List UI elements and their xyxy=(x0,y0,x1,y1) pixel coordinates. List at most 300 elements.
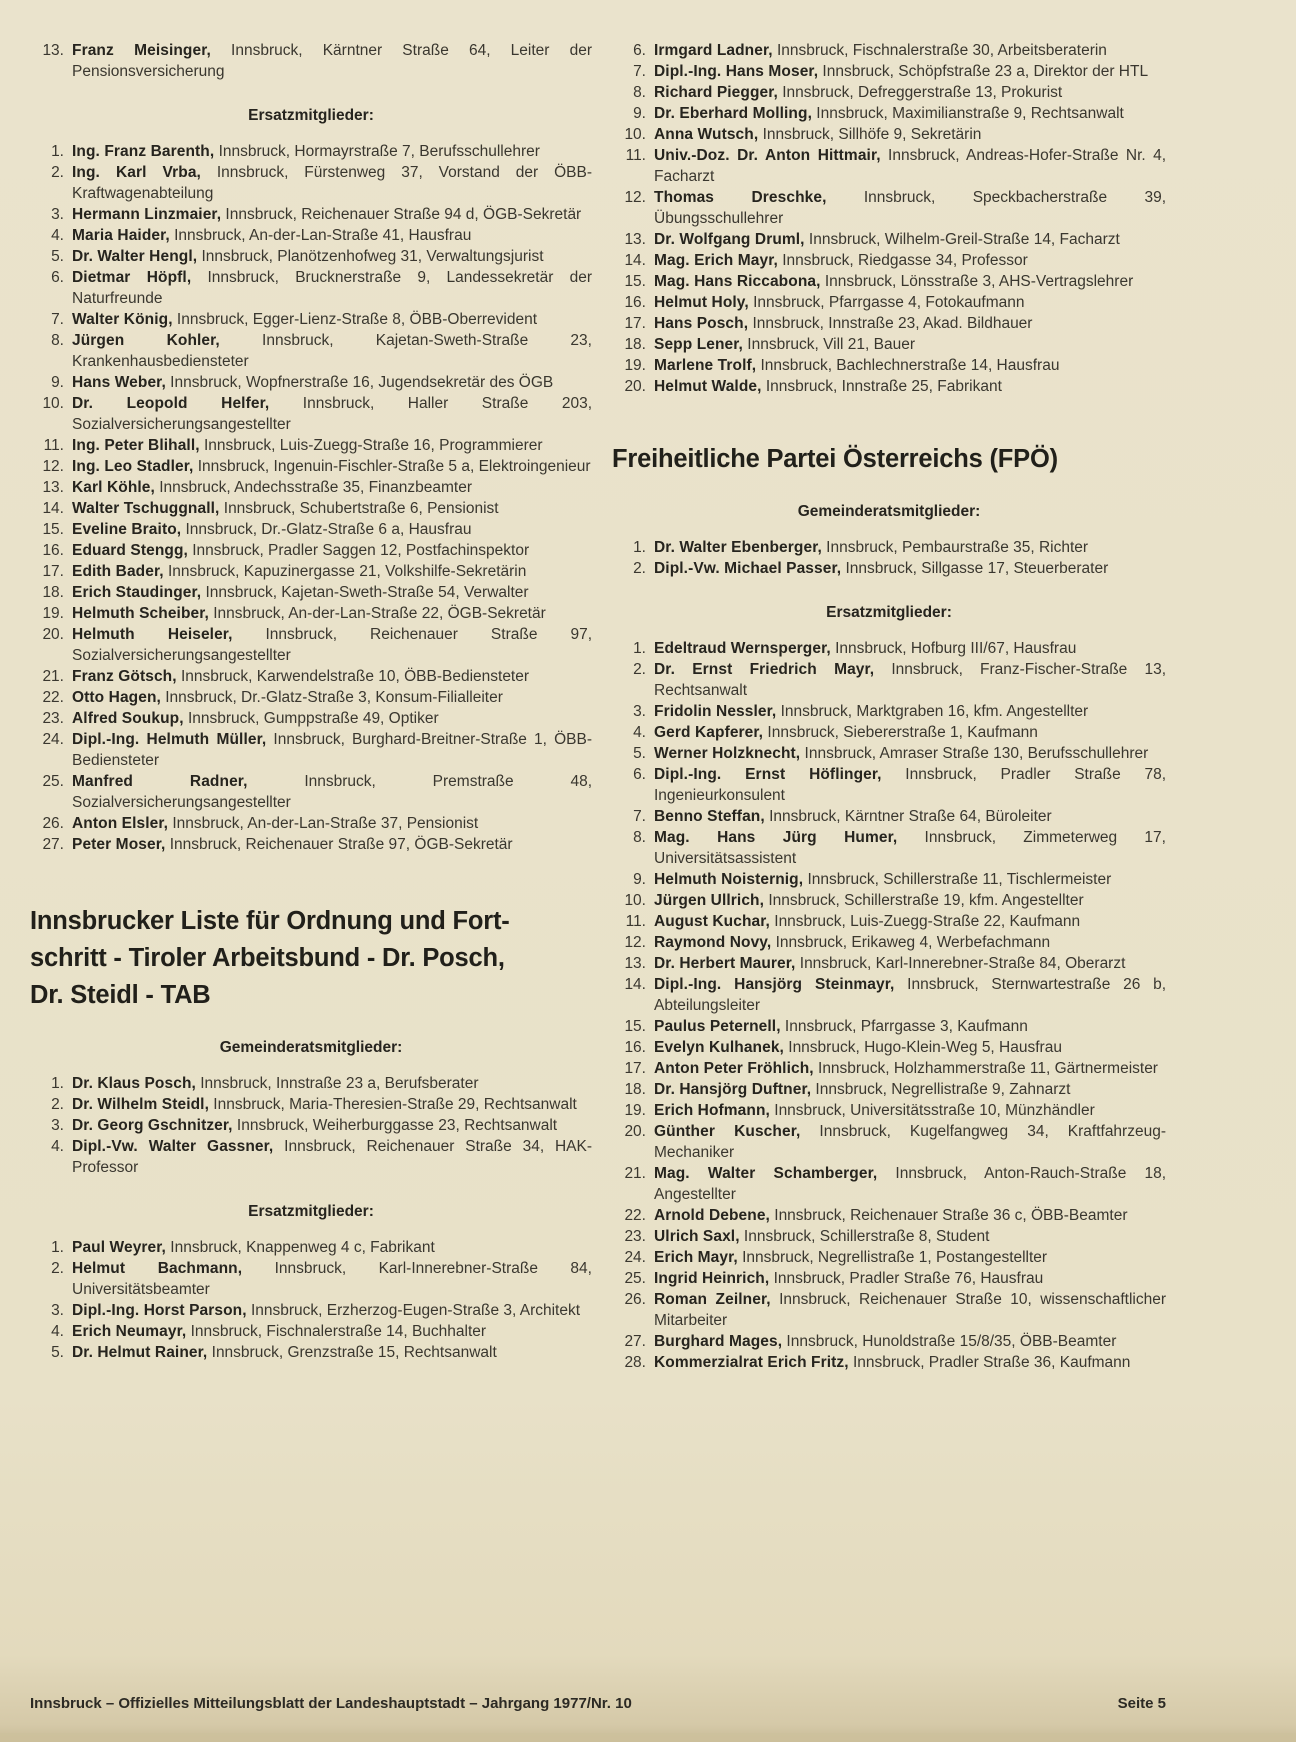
person-name: Helmut Bachmann, xyxy=(72,1260,243,1277)
list-item xyxy=(30,1136,592,1178)
person-name: Otto Hagen, xyxy=(72,689,161,706)
list-item xyxy=(612,1247,1166,1268)
item-number: 18. xyxy=(42,584,64,601)
list-item xyxy=(612,61,1166,82)
item-number: 16. xyxy=(42,542,64,559)
item-number: 28. xyxy=(624,1354,646,1371)
item-text: Burghard Mages, Innsbruck, Hunoldstraße 15/8/35, ÖBB-Beamter xyxy=(654,1333,1117,1350)
person-name: Mag. Hans Riccabona, xyxy=(654,273,821,290)
list-item xyxy=(612,334,1166,355)
person-name: Erich Mayr, xyxy=(654,1249,738,1266)
person-name: Hans Weber, xyxy=(72,374,166,391)
person-name: Dr. Herbert Maurer, xyxy=(654,955,796,972)
person-name: Dr. Leopold Helfer, xyxy=(72,395,270,412)
person-name: Mag. Hans Jürg Humer, xyxy=(654,829,898,846)
person-name: Dr. Walter Hengl, xyxy=(72,248,198,265)
item-number: 16. xyxy=(624,294,646,311)
item-text: Richard Piegger, Innsbruck, Defreggerstraße 13, Prokurist xyxy=(654,84,1063,101)
item-text: Dipl.-Ing. Ernst Höflinger, Innsbruck, Pradler Straße 78, Ingenieurkonsulent xyxy=(654,766,1166,804)
person-name: Helmuth Scheiber, xyxy=(72,605,209,622)
list-item xyxy=(612,911,1166,932)
item-text: Jürgen Kohler, Innsbruck, Kajetan-Sweth-Straße 23, Krankenhausbediensteter xyxy=(72,332,592,370)
person-name: Erich Hofmann, xyxy=(654,1102,770,1119)
item-text: Ing. Franz Barenth, Innsbruck, Hormayrstraße 7, Berufsschullehrer xyxy=(72,143,540,160)
page-footer xyxy=(30,1694,1166,1714)
item-number: 5. xyxy=(51,248,64,265)
person-name: Helmuth Noisternig, xyxy=(654,871,804,888)
person-name: Edeltraud Wernsperger, xyxy=(654,640,831,657)
person-name: Eduard Stengg, xyxy=(72,542,188,559)
item-text: Dipl.-Ing. Horst Parson, Innsbruck, Erzherzog-Eugen-Straße 3, Architekt xyxy=(72,1302,581,1319)
item-number: 8. xyxy=(51,332,64,349)
person-name: Ing. Franz Barenth, xyxy=(72,143,215,160)
item-number: 1. xyxy=(633,640,646,657)
item-text: Marlene Trolf, Innsbruck, Bachlechnerstraße 14, Hausfrau xyxy=(654,357,1060,374)
item-text: Anton Elsler, Innsbruck, An-der-Lan-Straße 37, Pensionist xyxy=(72,815,479,832)
list-item xyxy=(30,141,592,162)
list-item xyxy=(612,376,1166,397)
item-number: 14. xyxy=(42,500,64,517)
item-number: 18. xyxy=(624,336,646,353)
item-text: Peter Moser, Innsbruck, Reichenauer Straße 97, ÖGB-Sekretär xyxy=(72,836,513,853)
item-number: 1. xyxy=(51,143,64,160)
person-name: Helmut Holy, xyxy=(654,294,749,311)
list-item xyxy=(30,1237,592,1258)
person-name: Franz Götsch, xyxy=(72,668,177,685)
person-name: Franz Meisinger, xyxy=(72,42,211,59)
person-name: Irmgard Ladner, xyxy=(654,42,773,59)
person-name: Dr. Klaus Posch, xyxy=(72,1075,196,1092)
ersatzmitglieder-list xyxy=(30,141,592,855)
item-text: Helmut Bachmann, Innsbruck, Karl-Innerebner-Straße 84, Universitätsbeamter xyxy=(72,1260,592,1298)
list-item xyxy=(612,1331,1166,1352)
item-text: Dr. Wilhelm Steidl, Innsbruck, Maria-Theresien-Straße 29, Rechtsanwalt xyxy=(72,1096,577,1113)
carryover-member-list-right xyxy=(612,40,1166,397)
item-number: 17. xyxy=(624,315,646,332)
item-text: Ing. Karl Vrba, Innsbruck, Fürstenweg 37, Vorstand der ÖBB-Kraftwagenabteilung xyxy=(72,164,592,202)
list-item xyxy=(30,372,592,393)
list-item xyxy=(30,1094,592,1115)
item-text: Franz Götsch, Innsbruck, Karwendelstraße 10, ÖBB-Bediensteter xyxy=(72,668,530,685)
item-text: Mag. Erich Mayr, Innsbruck, Riedgasse 34, Professor xyxy=(654,252,1028,269)
person-name: Raymond Novy, xyxy=(654,934,772,951)
item-text: Dr. Klaus Posch, Innsbruck, Innstraße 23 a, Berufsberater xyxy=(72,1075,479,1092)
item-number: 13. xyxy=(42,42,64,59)
person-name: Paulus Peternell, xyxy=(654,1018,781,1035)
item-number: 1. xyxy=(51,1239,64,1256)
person-name: Jürgen Kohler, xyxy=(72,332,220,349)
list-item xyxy=(30,687,592,708)
person-name: Dipl.-Vw. Walter Gassner, xyxy=(72,1138,274,1155)
list-item xyxy=(30,204,592,225)
list-item xyxy=(612,1079,1166,1100)
item-number: 1. xyxy=(633,539,646,556)
person-name: Dr. Hansjörg Duftner, xyxy=(654,1081,812,1098)
footer-page-number: Seite 5 xyxy=(1117,1695,1166,1712)
list-item xyxy=(612,1226,1166,1247)
item-number: 8. xyxy=(633,829,646,846)
person-name: Burghard Mages, xyxy=(654,1333,783,1350)
list-item xyxy=(30,1115,592,1136)
list-item xyxy=(30,582,592,603)
tab-ersatzmitglieder-list xyxy=(30,1237,592,1363)
person-name: Anton Elsler, xyxy=(72,815,169,832)
item-number: 9. xyxy=(51,374,64,391)
list-item xyxy=(612,1016,1166,1037)
item-number: 12. xyxy=(42,458,64,475)
item-number: 15. xyxy=(624,273,646,290)
item-text: Kommerzialrat Erich Fritz, Innsbruck, Pradler Straße 36, Kaufmann xyxy=(654,1354,1131,1371)
list-item xyxy=(30,267,592,309)
person-name: Alfred Soukup, xyxy=(72,710,184,727)
page-bottom-edge xyxy=(0,1733,1296,1742)
item-text: Ing. Leo Stadler, Innsbruck, Ingenuin-Fischler-Straße 5 a, Elektroingenieur xyxy=(72,458,591,475)
person-name: Roman Zeilner, xyxy=(654,1291,771,1308)
list-item xyxy=(612,764,1166,806)
item-text: Hermann Linzmaier, Innsbruck, Reichenauer Straße 94 d, ÖGB-Sekretär xyxy=(72,206,582,223)
person-name: Kommerzialrat Erich Fritz, xyxy=(654,1354,849,1371)
item-number: 2. xyxy=(51,1260,64,1277)
item-number: 13. xyxy=(42,479,64,496)
person-name: Helmuth Heiseler, xyxy=(72,626,233,643)
list-item xyxy=(612,932,1166,953)
fpo-ersatzmitglieder-list xyxy=(612,638,1166,1373)
item-text: Paulus Peternell, Innsbruck, Pfarrgasse 3, Kaufmann xyxy=(654,1018,1028,1035)
person-name: Dipl.-Vw. Michael Passer, xyxy=(654,560,842,577)
list-item xyxy=(30,225,592,246)
person-name: Erich Staudinger, xyxy=(72,584,202,601)
item-number: 13. xyxy=(624,955,646,972)
person-name: Walter König, xyxy=(72,311,173,328)
item-number: 24. xyxy=(42,731,64,748)
person-name: Anna Wutsch, xyxy=(654,126,759,143)
list-item xyxy=(612,953,1166,974)
tab-gemeinderat-heading: Gemeinderatsmitglieder: xyxy=(219,1039,403,1056)
person-name: Ing. Leo Stadler, xyxy=(72,458,194,475)
person-name: Ulrich Saxl, xyxy=(654,1228,740,1245)
item-text: Edith Bader, Innsbruck, Kapuzinergasse 21, Volkshilfe-Sekretärin xyxy=(72,563,527,580)
item-number: 12. xyxy=(624,934,646,951)
list-item xyxy=(612,355,1166,376)
list-item xyxy=(30,834,592,855)
list-item xyxy=(612,1268,1166,1289)
list-item xyxy=(30,729,592,771)
person-name: Dipl.-Ing. Hansjörg Steinmayr, xyxy=(654,976,895,993)
person-name: Manfred Radner, xyxy=(72,773,248,790)
item-number: 4. xyxy=(51,1323,64,1340)
item-text: Paul Weyrer, Innsbruck, Knappenweg 4 c, Fabrikant xyxy=(72,1239,435,1256)
item-number: 20. xyxy=(42,626,64,643)
list-item xyxy=(30,477,592,498)
item-number: 21. xyxy=(624,1165,646,1182)
item-number: 10. xyxy=(42,395,64,412)
list-item xyxy=(30,1342,592,1363)
item-number: 3. xyxy=(51,1302,64,1319)
item-number: 4. xyxy=(51,1138,64,1155)
item-text: Eduard Stengg, Innsbruck, Pradler Saggen 12, Postfachinspektor xyxy=(72,542,530,559)
list-item xyxy=(30,435,592,456)
item-number: 14. xyxy=(624,976,646,993)
list-item xyxy=(612,806,1166,827)
fpo-ersatzmitglieder-heading: Ersatzmitglieder: xyxy=(826,604,952,621)
item-text: Benno Steffan, Innsbruck, Kärntner Straße 64, Büroleiter xyxy=(654,808,1052,825)
item-number: 13. xyxy=(624,231,646,248)
person-name: Richard Piegger, xyxy=(654,84,778,101)
person-name: Ingrid Heinrich, xyxy=(654,1270,770,1287)
person-name: Ing. Peter Blihall, xyxy=(72,437,200,454)
item-text: Helmuth Noisternig, Innsbruck, Schillerstraße 11, Tischlermeister xyxy=(654,871,1112,888)
item-number: 16. xyxy=(624,1039,646,1056)
item-text: Mag. Hans Riccabona, Innsbruck, Lönsstraße 3, AHS-Vertragslehrer xyxy=(654,273,1134,290)
item-number: 11. xyxy=(43,437,64,454)
list-item xyxy=(612,1289,1166,1331)
list-item xyxy=(612,145,1166,187)
item-text: Fridolin Nessler, Innsbruck, Marktgraben 16, kfm. Angestellter xyxy=(654,703,1089,720)
item-number: 8. xyxy=(633,84,646,101)
person-name: Walter Tschuggnall, xyxy=(72,500,220,517)
list-item xyxy=(612,537,1166,558)
tab-gemeinderat-list xyxy=(30,1073,592,1178)
person-name: Mag. Walter Schamberger, xyxy=(654,1165,878,1182)
list-item xyxy=(612,638,1166,659)
item-text: Sepp Lener, Innsbruck, Vill 21, Bauer xyxy=(654,336,915,353)
item-number: 6. xyxy=(633,42,646,59)
item-text: Erich Mayr, Innsbruck, Negrellistraße 1, Postangestellter xyxy=(654,1249,1048,1266)
item-text: Dipl.-Vw. Walter Gassner, Innsbruck, Reichenauer Straße 34, HAK-Professor xyxy=(72,1138,592,1176)
item-text: Otto Hagen, Innsbruck, Dr.-Glatz-Straße 3, Konsum-Filialleiter xyxy=(72,689,503,706)
list-item xyxy=(30,498,592,519)
item-number: 10. xyxy=(624,892,646,909)
item-text: Roman Zeilner, Innsbruck, Reichenauer Straße 10, wissenschaftlicher Mitarbeiter xyxy=(654,1291,1167,1329)
title-line: Dr. Steidl - TAB xyxy=(30,981,211,1009)
item-number: 2. xyxy=(51,1096,64,1113)
item-text: Helmuth Scheiber, Innsbruck, An-der-Lan-Straße 22, ÖGB-Sekretär xyxy=(72,605,546,622)
item-number: 6. xyxy=(633,766,646,783)
list-item xyxy=(612,103,1166,124)
item-text: Anna Wutsch, Innsbruck, Sillhöfe 9, Sekretärin xyxy=(654,126,982,143)
item-number: 25. xyxy=(624,1270,646,1287)
list-item xyxy=(612,722,1166,743)
item-text: August Kuchar, Innsbruck, Luis-Zuegg-Straße 22, Kaufmann xyxy=(654,913,1081,930)
item-number: 19. xyxy=(42,605,64,622)
item-number: 23. xyxy=(42,710,64,727)
list-item xyxy=(612,743,1166,764)
item-text: Dr. Leopold Helfer, Innsbruck, Haller Straße 203, Sozialversicherungsangestellter xyxy=(72,395,592,433)
item-number: 22. xyxy=(42,689,64,706)
list-item xyxy=(612,250,1166,271)
list-item xyxy=(30,309,592,330)
person-name: Dipl.-Ing. Ernst Höflinger, xyxy=(654,766,882,783)
item-text: Walter König, Innsbruck, Egger-Lienz-Straße 8, ÖBB-Oberrevident xyxy=(72,311,538,328)
item-number: 7. xyxy=(51,311,64,328)
item-number: 9. xyxy=(633,871,646,888)
item-number: 21. xyxy=(42,668,64,685)
person-name: Hans Posch, xyxy=(654,315,749,332)
item-text: Dr. Walter Hengl, Innsbruck, Planötzenhofweg 31, Verwaltungsjurist xyxy=(72,248,544,265)
list-item xyxy=(30,1321,592,1342)
item-text: Jürgen Ullrich, Innsbruck, Schillerstraße 19, kfm. Angestellter xyxy=(654,892,1084,909)
list-item xyxy=(612,974,1166,1016)
item-text: Erich Staudinger, Innsbruck, Kajetan-Sweth-Straße 54, Verwalter xyxy=(72,584,529,601)
person-name: Dr. Eberhard Molling, xyxy=(654,105,812,122)
item-text: Ing. Peter Blihall, Innsbruck, Luis-Zuegg-Straße 16, Programmierer xyxy=(72,437,543,454)
carryover-member-list xyxy=(30,40,592,82)
item-text: Helmuth Heiseler, Innsbruck, Reichenauer Straße 97, Sozialversicherungsangestellter xyxy=(72,626,592,664)
list-item xyxy=(612,659,1166,701)
list-item xyxy=(612,890,1166,911)
person-name: Werner Holzknecht, xyxy=(654,745,801,762)
person-name: Karl Köhle, xyxy=(72,479,155,496)
item-number: 18. xyxy=(624,1081,646,1098)
list-item xyxy=(30,1258,592,1300)
item-text: Ulrich Saxl, Innsbruck, Schillerstraße 8, Student xyxy=(654,1228,990,1245)
item-text: Raymond Novy, Innsbruck, Erikaweg 4, Werbefachmann xyxy=(654,934,1051,951)
list-item xyxy=(612,1100,1166,1121)
person-name: Dr. Wilhelm Steidl, xyxy=(72,1096,209,1113)
item-number: 6. xyxy=(51,269,64,286)
item-text: Dr. Eberhard Molling, Innsbruck, Maximilianstraße 9, Rechtsanwalt xyxy=(654,105,1124,122)
list-item xyxy=(30,813,592,834)
item-text: Dr. Wolfgang Druml, Innsbruck, Wilhelm-Greil-Straße 14, Facharzt xyxy=(654,231,1120,248)
item-number: 27. xyxy=(624,1333,646,1350)
list-item xyxy=(612,1037,1166,1058)
list-item xyxy=(612,124,1166,145)
item-number: 12. xyxy=(624,189,646,206)
person-name: Dr. Helmut Rainer, xyxy=(72,1344,208,1361)
item-text: Edeltraud Wernsperger, Innsbruck, Hofburg III/67, Hausfrau xyxy=(654,640,1077,657)
item-number: 25. xyxy=(42,773,64,790)
ersatzmitglieder-heading: Ersatzmitglieder: xyxy=(248,107,374,124)
item-text: Hans Weber, Innsbruck, Wopfnerstraße 16, Jugendsekretär des ÖGB xyxy=(72,374,554,391)
item-text: Helmut Walde, Innsbruck, Innstraße 25, Fabrikant xyxy=(654,378,1002,395)
person-name: Edith Bader, xyxy=(72,563,164,580)
person-name: Maria Haider, xyxy=(72,227,170,244)
fpo-gemeinderat-heading: Gemeinderatsmitglieder: xyxy=(797,503,981,520)
item-text: Eveline Braito, Innsbruck, Dr.-Glatz-Straße 6 a, Hausfrau xyxy=(72,521,472,538)
item-text: Dipl.-Vw. Michael Passer, Innsbruck, Sillgasse 17, Steuerberater xyxy=(654,560,1109,577)
item-text: Gerd Kapferer, Innsbruck, Siebererstraße 1, Kaufmann xyxy=(654,724,1038,741)
list-item xyxy=(30,162,592,204)
person-name: Dipl.-Ing. Horst Parson, xyxy=(72,1302,247,1319)
person-name: Erich Neumayr, xyxy=(72,1323,187,1340)
item-number: 26. xyxy=(624,1291,646,1308)
list-item xyxy=(30,666,592,687)
item-number: 26. xyxy=(42,815,64,832)
item-number: 23. xyxy=(624,1228,646,1245)
list-item xyxy=(30,561,592,582)
list-item xyxy=(612,1163,1166,1205)
item-number: 14. xyxy=(624,252,646,269)
list-item xyxy=(612,292,1166,313)
list-item xyxy=(30,40,592,82)
item-number: 10. xyxy=(624,126,646,143)
item-text: Dr. Walter Ebenberger, Innsbruck, Pembaurstraße 35, Richter xyxy=(654,539,1089,556)
item-number: 3. xyxy=(51,206,64,223)
person-name: Sepp Lener, xyxy=(654,336,743,353)
item-number: 20. xyxy=(624,1123,646,1140)
item-text: Dipl.-Ing. Hans Moser, Innsbruck, Schöpfstraße 23 a, Direktor der HTL xyxy=(654,63,1149,80)
item-number: 11. xyxy=(625,913,646,930)
list-item xyxy=(612,1352,1166,1373)
title-line: Freiheitliche Partei Österreichs (FPÖ) xyxy=(612,445,1058,473)
list-item xyxy=(30,603,592,624)
fpo-party-title xyxy=(612,441,1166,478)
item-number: 4. xyxy=(633,724,646,741)
person-name: Hermann Linzmaier, xyxy=(72,206,222,223)
item-text: Alfred Soukup, Innsbruck, Gumppstraße 49, Optiker xyxy=(72,710,439,727)
item-text: Dr. Helmut Rainer, Innsbruck, Grenzstraße 15, Rechtsanwalt xyxy=(72,1344,497,1361)
item-number: 7. xyxy=(633,808,646,825)
item-number: 17. xyxy=(624,1060,646,1077)
list-item xyxy=(612,1121,1166,1163)
item-text: Werner Holzknecht, Innsbruck, Amraser Straße 130, Berufsschullehrer xyxy=(654,745,1149,762)
person-name: Benno Steffan, xyxy=(654,808,765,825)
person-name: Anton Peter Fröhlich, xyxy=(654,1060,814,1077)
tab-ersatzmitglieder-heading: Ersatzmitglieder: xyxy=(248,1203,374,1220)
list-item xyxy=(612,229,1166,250)
item-number: 11. xyxy=(625,147,646,164)
item-text: Dr. Herbert Maurer, Innsbruck, Karl-Innerebner-Straße 84, Oberarzt xyxy=(654,955,1126,972)
list-item xyxy=(612,1205,1166,1226)
list-item xyxy=(30,330,592,372)
item-number: 5. xyxy=(633,745,646,762)
item-number: 19. xyxy=(624,1102,646,1119)
item-number: 3. xyxy=(633,703,646,720)
item-number: 22. xyxy=(624,1207,646,1224)
person-name: Dipl.-Ing. Helmuth Müller, xyxy=(72,731,267,748)
person-name: Fridolin Nessler, xyxy=(654,703,777,720)
item-text: Arnold Debene, Innsbruck, Reichenauer Straße 36 c, ÖBB-Beamter xyxy=(654,1207,1128,1224)
item-text: Dr. Ernst Friedrich Mayr, Innsbruck, Franz-Fischer-Straße 13, Rechtsanwalt xyxy=(654,661,1166,699)
item-number: 2. xyxy=(51,164,64,181)
list-item xyxy=(612,40,1166,61)
item-text: Dipl.-Ing. Helmuth Müller, Innsbruck, Burghard-Breitner-Straße 1, ÖBB-Bediensteter xyxy=(72,731,592,769)
list-item xyxy=(612,558,1166,579)
list-item xyxy=(30,1300,592,1321)
person-name: Dr. Georg Gschnitzer, xyxy=(72,1117,233,1134)
item-number: 17. xyxy=(42,563,64,580)
item-number: 19. xyxy=(624,357,646,374)
person-name: Peter Moser, xyxy=(72,836,166,853)
item-text: Manfred Radner, Innsbruck, Premstraße 48, Sozialversicherungsangestellter xyxy=(72,773,592,811)
item-text: Dr. Hansjörg Duftner, Innsbruck, Negrellistraße 9, Zahnarzt xyxy=(654,1081,1071,1098)
item-text: Erich Neumayr, Innsbruck, Fischnalerstraße 14, Buchhalter xyxy=(72,1323,487,1340)
item-text: Mag. Hans Jürg Humer, Innsbruck, Zimmeterweg 17, Universitätsassistent xyxy=(654,829,1166,867)
item-number: 15. xyxy=(42,521,64,538)
fpo-gemeinderat-list xyxy=(612,537,1166,579)
person-name: Marlene Trolf, xyxy=(654,357,757,374)
item-number: 15. xyxy=(624,1018,646,1035)
item-number: 5. xyxy=(51,1344,64,1361)
list-item xyxy=(30,246,592,267)
list-item xyxy=(30,540,592,561)
item-number: 2. xyxy=(633,560,646,577)
item-number: 4. xyxy=(51,227,64,244)
item-text: Walter Tschuggnall, Innsbruck, Schubertstraße 6, Pensionist xyxy=(72,500,499,517)
person-name: Ing. Karl Vrba, xyxy=(72,164,201,181)
list-item xyxy=(612,271,1166,292)
right-column xyxy=(612,40,1166,1373)
list-item xyxy=(30,624,592,666)
list-item xyxy=(30,771,592,813)
item-text: Franz Meisinger, Innsbruck, Kärntner Straße 64, Leiter der Pensionsversicherung xyxy=(72,42,592,80)
item-number: 7. xyxy=(633,63,646,80)
item-number: 1. xyxy=(51,1075,64,1092)
person-name: Gerd Kapferer, xyxy=(654,724,764,741)
list-item xyxy=(612,313,1166,334)
item-text: Thomas Dreschke, Innsbruck, Speckbacherstraße 39, Übungsschullehrer xyxy=(654,189,1166,227)
item-text: Helmut Holy, Innsbruck, Pfarrgasse 4, Fotokaufmann xyxy=(654,294,1025,311)
